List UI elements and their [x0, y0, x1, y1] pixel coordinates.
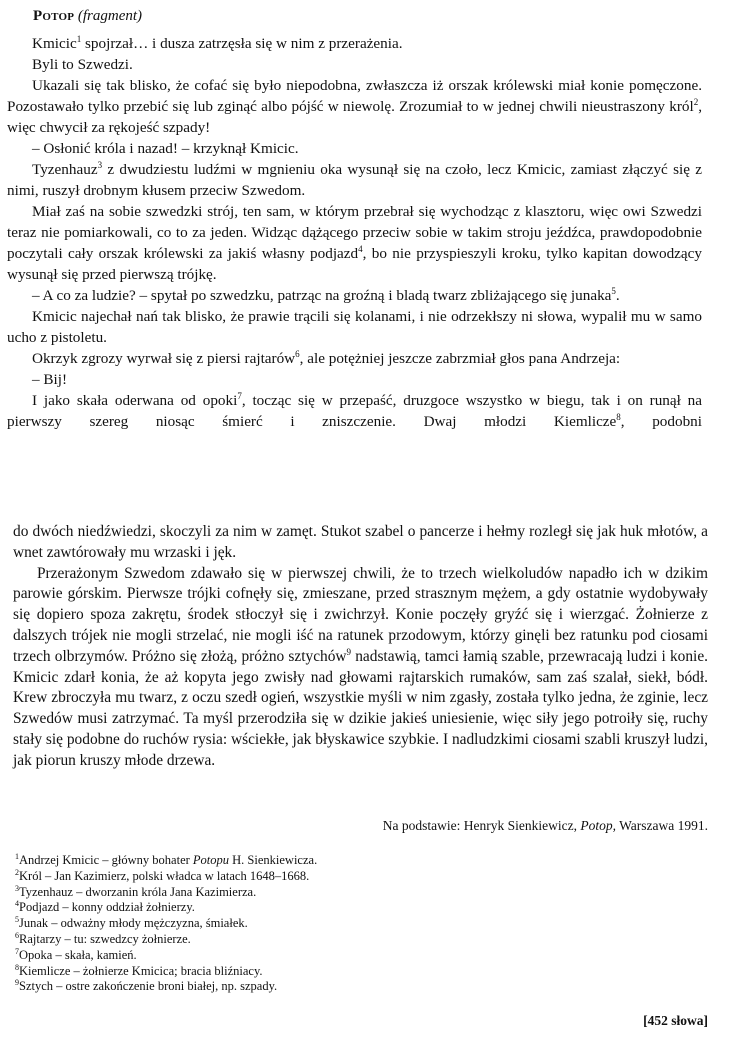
paragraph [7, 33, 702, 54]
footnote-item [15, 932, 615, 948]
paragraph [7, 306, 702, 348]
footnote-item [15, 948, 615, 964]
paragraph-text: do dwóch niedźwiedzi, skoczyli za nim w zamęt. Stukot szabel o pancerze i hełmy rozległ się jak huk młotów, a wnet zawtórowały mu wrzaski i jęk. [13, 523, 708, 561]
footnotes-list [15, 853, 615, 995]
footnote-number: 6 [15, 930, 19, 940]
text-fragment-part2 [13, 522, 708, 772]
footnote-ref: 9 [346, 646, 352, 657]
footnote-ref: 6 [295, 348, 300, 359]
paragraph-text: spojrzał… i dusza zatrzęsła się w nim z przerażenia. [81, 35, 403, 52]
footnote-text: Król – Jan Kazimierz, polski władca w latach 1648–1668. [19, 868, 310, 883]
paragraph-text: – Osłonić króla i nazad! – krzyknął Kmicic. [32, 140, 299, 157]
footnote-number: 9 [15, 978, 19, 988]
paragraph-text: I jako skała oderwana od opoki [32, 392, 238, 409]
paragraph [13, 564, 708, 772]
footnote-ref: 8 [616, 411, 621, 422]
footnote-ref: 7 [237, 390, 242, 401]
footnote-text: Tyzenhauz – dworzanin króla Jana Kazimierza. [19, 884, 257, 899]
footnote-text: Podjazd – konny oddział żołnierzy. [19, 900, 195, 915]
footnote-ref: 4 [358, 243, 363, 254]
paragraph-text: , tocząc się w przepaść, druzgoce wszystko w biegu, tak i on runął na pierwszy szereg niosąc śmierć i zniszczenie. Dwaj młodzi Kiemlicze [7, 392, 702, 430]
footnote-number: 4 [15, 899, 19, 909]
footnote-number: 3 [15, 883, 19, 893]
footnote-text: Andrzej Kmicic – główny bohater [19, 853, 193, 867]
paragraph-text: Kmicic [32, 35, 77, 52]
text-fragment-part1 [7, 33, 702, 432]
paragraph [7, 159, 702, 201]
footnote-ref: 5 [611, 285, 616, 296]
footnote-text: Rajtarzy – tu: szwedzcy żołnierze. [19, 931, 191, 946]
title-subtitle: (fragment) [77, 8, 143, 24]
paragraph [7, 138, 702, 159]
source-suffix: Warszawa 1991. [615, 818, 708, 833]
paragraph-text: z dwudziestu ludźmi w mgnieniu oka wysunął się na czoło, lecz Kmicic, zamiast złączyć się z nimi, ruszył drobnym kłusem przeciw Szwedom. [7, 161, 702, 199]
footnote-item [15, 853, 615, 869]
paragraph-text: Przerażonym Szwedom zdawało się w pierwszej chwili, że to trzech wielkoludów napadło ich w dzikim parowie górskim. Pierwsze trójki cofnęły się, zmieszane, przed strasznym mężem, a gdy ostatnie wydobywały się dopiero spoza zakrętu, środek stłoczył się i zwichrzył. Konie poczęły gryźć się i wierzgać. Żołnierze z dalszych trójek nie mogli strzelać, nie mogli iść na ratunek przodowym, którzy ginęli bez ratunku pod ciosami trzech olbrzymów. Próżno się złożą, próżno sztychów [13, 564, 708, 665]
footnote-item [15, 964, 615, 980]
paragraph-text: , ale potężniej jeszcze zabrzmiał głos pana Andrzeja: [299, 350, 621, 367]
footnote-ref: 1 [76, 33, 82, 44]
footnote-number: 2 [15, 867, 19, 877]
footnote-item [15, 869, 615, 885]
paragraph-text: Byli to Szwedzi. [32, 56, 133, 73]
footnote-item [15, 979, 615, 995]
footnote-number: 8 [15, 962, 19, 972]
paragraph-text: Kmicic najechał nań tak blisko, że prawie trącili się kolanami, i nie odrzekłszy ni słowa, wypalił mu w samo ucho z pistoletu. [7, 308, 702, 346]
footnote-italic: Potopu [192, 853, 230, 867]
paragraph-text: Ukazali się tak blisko, że cofać się było niepodobna, zwłaszcza iż orszak królewski miał konie pomęczone. Pozostawało tylko przebić się lub zginąć albo pójść w niewolę. Zrozumiał to w jednej chwili nieustraszony król [7, 77, 702, 115]
paragraph-text: nadstawią, tamci łamią szable, przewracają ludzi i konie. Kmicic zdarł konia, że aż kopyta jego zwisły nad głowami rajtarskich rumaków, sam zaś szalał, siekł, bódł. Krew zbroczyła mu twarz, z oczu szedł ogień, wszystkie myśli w nim zgasły, została tylko jedna, że zginie, lecz Szwedów musi zatrzymać. Ta myśl przerodziła się w dzikie jakieś uniesienie, więc siły jego potroiły się, ruchy stały się podobne do ruchów rysia: wściekłe, jak błyskawice szybkie. I nadludzkimi ciosami szabli kruszył ludzi, jak piorun kruszy młode drzewa. [13, 647, 708, 769]
paragraph [7, 201, 702, 285]
footnote-item [15, 900, 615, 916]
footnote-ref: 2 [693, 96, 699, 107]
paragraph-text: , więc chwycił za rękojeść szpady! [7, 98, 702, 136]
footnote-text-after: H. Sienkiewicza. [229, 853, 318, 867]
paragraph [7, 348, 702, 369]
title-main: Potop [33, 8, 75, 24]
word-count: [452 słowa] [643, 1013, 708, 1028]
paragraph [7, 285, 702, 306]
footnote-item [15, 916, 615, 932]
paragraph-text: , bo nie przyspieszyli kroku, tylko kapitan dowodzący wysunął się przed pierwszą trójkę. [7, 245, 702, 283]
footnote-number: 5 [15, 915, 19, 925]
source-prefix: Na podstawie: Henryk Sienkiewicz, [382, 818, 581, 833]
paragraph-text: Miał zaś na sobie szwedzki strój, ten sam, w którym przebrał się wychodząc z klasztoru, więc owi Szwedzi teraz nie pomiarkowali, co to za jeden. Widząc dążącego przeciw sobie w takim stroju jeźdźca, prawdopodobnie poczytali cały orszak królewski za jakiś własny podjazd [7, 203, 702, 262]
paragraph-text: , podobni [620, 413, 702, 430]
paragraph [7, 75, 702, 138]
paragraph-text: – A co za ludzie? – spytał po szwedzku, patrząc na groźną i bladą twarz zbliżającego się junaka [32, 287, 612, 304]
paragraph-text: . [615, 287, 620, 304]
source-title: Potop, [580, 818, 616, 833]
footnote-number: 7 [15, 946, 19, 956]
paragraph [13, 522, 708, 564]
footnote-text: Junak – odważny młody mężczyzna, śmiałek. [19, 916, 248, 931]
paragraph [7, 390, 702, 432]
paragraph [7, 369, 702, 390]
footnote-item [15, 885, 615, 901]
footnote-text: Kiemlicze – żołnierze Kmicica; bracia bliźniacy. [19, 963, 263, 978]
document-title [33, 7, 142, 25]
footnote-number: 1 [15, 851, 19, 861]
paragraph-text: Tyzenhauz [32, 161, 98, 178]
source-citation [383, 817, 708, 835]
paragraph [7, 54, 702, 75]
footnote-text: Opoka – skała, kamień. [19, 947, 137, 962]
footnote-ref: 3 [97, 159, 103, 170]
footnote-text: Sztych – ostre zakończenie broni białej, np. szpady. [19, 979, 278, 994]
paragraph-text: Okrzyk zgrozy wyrwał się z piersi rajtarów [32, 350, 296, 367]
paragraph-text: – Bij! [32, 371, 68, 388]
